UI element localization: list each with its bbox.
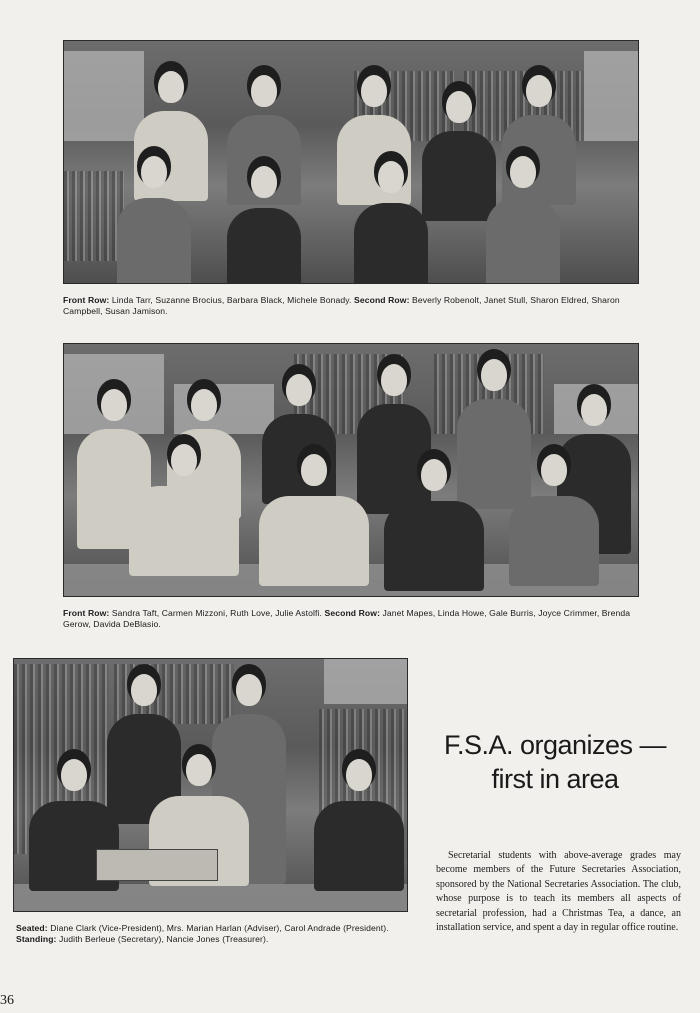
- student: [279, 454, 349, 574]
- caption-label: Front Row:: [63, 608, 110, 618]
- officers-photo: [13, 658, 408, 912]
- group-photo-1: [63, 40, 639, 284]
- caption-names: Linda Tarr, Suzanne Brocius, Barbara Black, Michele Bonady.: [111, 295, 352, 305]
- student: [149, 444, 219, 569]
- caption-names: Beverly Robenolt, Janet Stull, Sharon Eldred, Sharon Campbell, Susan Jamison.: [63, 295, 620, 316]
- bulletin-board: [324, 659, 407, 704]
- headline-line: F.S.A. organizes —: [443, 730, 667, 760]
- bookshelf: [64, 171, 124, 261]
- caption-names: Diane Clark (Vice-President), Mrs. Marian Harlan (Adviser), Carol Andrade (President).: [50, 923, 389, 933]
- caption-label: Front Row:: [63, 295, 110, 305]
- article-body: Secretarial students with above-average grades may become members of the Future Secretaries Association, sponsored by the National Secretaries Association. The club, whose purpose is to teach its members all aspects of secretarial profession, had a Christmas Tea, a dance, an installation service, and spent a day in regular office routine.: [436, 850, 681, 934]
- typewriter: [96, 849, 218, 881]
- photo-2-caption: [63, 608, 643, 630]
- caption-names: Sandra Taft, Carmen Mizzoni, Ruth Love, Julie Astolfi.: [111, 608, 322, 618]
- caption-label: Second Row:: [324, 608, 381, 618]
- group-photo-2: [63, 343, 639, 597]
- student: [229, 166, 299, 284]
- officer: [324, 759, 394, 909]
- student: [519, 454, 589, 574]
- student: [424, 91, 494, 211]
- student: [488, 156, 558, 281]
- caption-label: Standing:: [16, 934, 57, 944]
- caption-label: Seated:: [16, 923, 48, 933]
- caption-names: Judith Berleue (Secretary), Nancie Jones (Treasurer).: [59, 934, 269, 944]
- window: [64, 51, 144, 141]
- student: [119, 156, 189, 281]
- student: [356, 161, 426, 281]
- caption-names: Janet Mapes, Linda Howe, Gale Burris, Joyce Crimmer, Brenda Gerow, Davida DeBlasio.: [63, 608, 631, 629]
- headline-line: first in area: [491, 764, 619, 794]
- page-number: 36: [0, 993, 14, 1008]
- caption-label: Second Row:: [354, 295, 410, 305]
- photo-3-caption: [16, 923, 411, 945]
- article-headline: [430, 728, 680, 796]
- student: [399, 459, 469, 574]
- window: [584, 51, 638, 141]
- photo-1-caption: [63, 295, 643, 317]
